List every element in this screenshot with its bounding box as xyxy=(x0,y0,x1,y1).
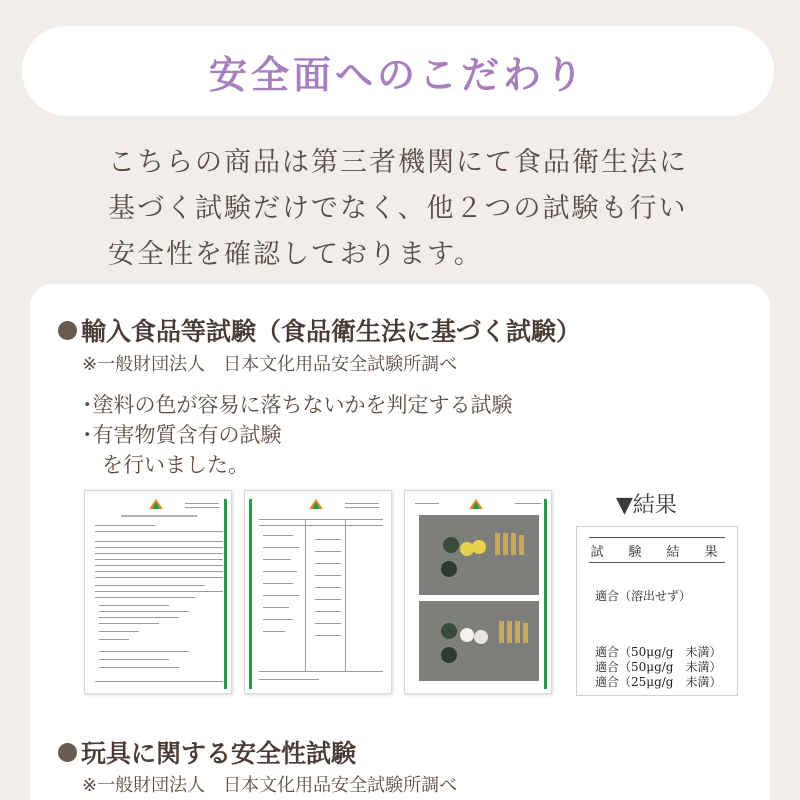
title-banner xyxy=(22,26,774,116)
certificate-document-2 xyxy=(244,490,392,694)
intro-text xyxy=(108,140,728,278)
intro-line-2: 基づく試験だけでなく、他２つの試験も行い xyxy=(108,193,688,224)
section1-heading-row xyxy=(58,312,581,348)
test-photo-1 xyxy=(419,515,539,595)
section2-heading-row xyxy=(58,734,356,770)
section1-bullet-1: ･塗料の色が容易に落ちないかを判定する試験 xyxy=(82,393,513,417)
intro-line-1: こちらの商品は第三者機関にて食品衛生法に xyxy=(108,147,688,178)
section2-note: ※一般財団法人 日本文化用品安全試験所調べ xyxy=(82,775,458,796)
result-row-1: 適合（溶出せず） xyxy=(595,589,692,603)
section1-bullets xyxy=(82,390,513,480)
section1-bullet-2: ･有害物質含有の試験 xyxy=(82,423,282,447)
section1-bullet-3: を行いました。 xyxy=(102,453,249,477)
page-title: 安全面へのこだわり xyxy=(208,52,587,97)
lab-logo-icon xyxy=(469,499,483,509)
result-row-2: 適合（50μg/g 未満） xyxy=(595,645,722,659)
result-label: ▼結果 xyxy=(616,493,677,518)
certificate-document-1 xyxy=(84,490,232,694)
result-header: 試 験 結 果 xyxy=(590,545,724,560)
result-row-4: 適合（25μg/g 未満） xyxy=(595,675,722,689)
doc-edge-bar xyxy=(249,499,252,689)
lab-logo-icon xyxy=(309,499,323,509)
result-table xyxy=(576,526,738,696)
intro-line-3: 安全性を確認しております。 xyxy=(108,239,483,270)
bullet-dot-icon xyxy=(58,743,77,762)
section1-heading: 輸入食品等試験（食品衛生法に基づく試験） xyxy=(81,317,582,346)
test-photo-2 xyxy=(419,601,539,681)
doc-edge-bar xyxy=(544,499,547,689)
certificate-document-3 xyxy=(404,490,552,694)
doc-edge-bar xyxy=(224,499,227,689)
bullet-dot-icon xyxy=(58,321,77,340)
lab-logo-icon xyxy=(149,499,163,509)
section1-note: ※一般財団法人 日本文化用品安全試験所調べ xyxy=(82,354,458,375)
section2-heading: 玩具に関する安全性試験 xyxy=(81,739,357,768)
result-row-3: 適合（50μg/g 未満） xyxy=(595,660,722,674)
